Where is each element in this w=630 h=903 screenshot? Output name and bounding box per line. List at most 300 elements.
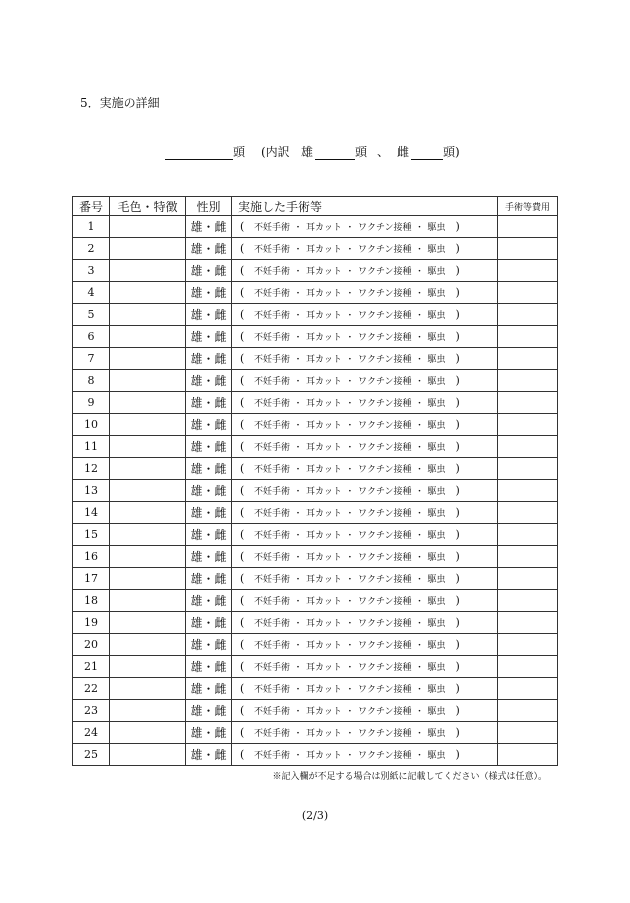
procedure-option[interactable]: 耳カット bbox=[306, 223, 342, 233]
total-count-blank[interactable] bbox=[165, 159, 233, 160]
procedure-open-paren: ( bbox=[240, 264, 245, 277]
procedure-option[interactable]: 耳カット bbox=[306, 355, 342, 365]
procedure-option[interactable]: 耳カット bbox=[306, 509, 342, 519]
procedure-option[interactable]: 駆虫 bbox=[427, 465, 446, 475]
sex-cell[interactable]: 雄・雌 bbox=[186, 326, 232, 348]
row-number: 25 bbox=[73, 744, 110, 766]
procedure-separator: ・ bbox=[293, 377, 303, 387]
sex-cell[interactable]: 雄・雌 bbox=[186, 458, 232, 480]
procedure-separator: ・ bbox=[345, 641, 355, 651]
procedure-option[interactable]: 不妊手術 bbox=[254, 443, 291, 453]
cost-cell[interactable] bbox=[498, 678, 558, 700]
procedure-separator: ・ bbox=[293, 355, 303, 365]
row-number: 1 bbox=[73, 216, 110, 238]
color-feature-cell[interactable] bbox=[110, 656, 186, 678]
procedure-option[interactable]: 耳カット bbox=[306, 531, 342, 541]
color-feature-cell[interactable] bbox=[110, 216, 186, 238]
procedure-option[interactable]: 耳カット bbox=[306, 685, 342, 695]
procedure-cell[interactable] bbox=[232, 612, 498, 634]
procedure-option[interactable]: ワクチン接種 bbox=[357, 531, 412, 541]
cost-cell[interactable] bbox=[498, 480, 558, 502]
procedure-separator: ・ bbox=[345, 575, 355, 585]
procedure-cell[interactable] bbox=[232, 524, 498, 546]
procedure-option[interactable]: 駆虫 bbox=[427, 641, 446, 651]
procedure-option[interactable]: ワクチン接種 bbox=[357, 575, 412, 585]
procedure-cell[interactable] bbox=[232, 568, 498, 590]
color-feature-cell[interactable] bbox=[110, 722, 186, 744]
procedure-separator: ・ bbox=[414, 641, 424, 651]
female-count-blank[interactable] bbox=[411, 159, 443, 160]
procedure-option[interactable]: 駆虫 bbox=[427, 751, 446, 761]
procedure-cell[interactable] bbox=[232, 282, 498, 304]
table-row bbox=[73, 502, 558, 524]
procedure-separator: ・ bbox=[414, 421, 424, 431]
procedure-option[interactable]: ワクチン接種 bbox=[357, 487, 412, 497]
procedure-open-paren: ( bbox=[240, 682, 245, 695]
row-number: 17 bbox=[73, 568, 110, 590]
row-number: 9 bbox=[73, 392, 110, 414]
procedure-separator: ・ bbox=[293, 751, 303, 761]
procedure-close-paren: ) bbox=[455, 374, 460, 387]
procedure-option[interactable]: ワクチン接種 bbox=[357, 641, 412, 651]
breakdown-open-label: (内訳 bbox=[261, 145, 290, 159]
procedure-option[interactable]: ワクチン接種 bbox=[357, 619, 412, 629]
procedure-option[interactable]: 不妊手術 bbox=[254, 399, 291, 409]
procedure-option[interactable]: 耳カット bbox=[306, 619, 342, 629]
row-number: 23 bbox=[73, 700, 110, 722]
cost-cell[interactable] bbox=[498, 414, 558, 436]
procedure-option[interactable]: 耳カット bbox=[306, 311, 342, 321]
procedure-separator: ・ bbox=[345, 311, 355, 321]
procedure-cell[interactable] bbox=[232, 656, 498, 678]
cost-cell[interactable] bbox=[498, 238, 558, 260]
procedure-separator: ・ bbox=[293, 267, 303, 277]
section-title: 5．実施の詳細 bbox=[80, 96, 160, 110]
procedure-option[interactable]: 耳カット bbox=[306, 465, 342, 475]
color-feature-cell[interactable] bbox=[110, 392, 186, 414]
procedure-option[interactable]: 不妊手術 bbox=[254, 751, 291, 761]
procedure-cell[interactable] bbox=[232, 370, 498, 392]
procedure-option[interactable]: 耳カット bbox=[306, 289, 342, 299]
procedure-open-paren: ( bbox=[240, 550, 245, 563]
procedure-separator: ・ bbox=[414, 619, 424, 629]
procedure-option[interactable]: 耳カット bbox=[306, 707, 342, 717]
procedure-option[interactable]: 耳カット bbox=[306, 597, 342, 607]
procedure-option[interactable]: 駆虫 bbox=[427, 707, 446, 717]
procedure-cell[interactable] bbox=[232, 700, 498, 722]
procedure-cell[interactable] bbox=[232, 634, 498, 656]
procedure-option[interactable]: 不妊手術 bbox=[254, 267, 291, 277]
color-feature-cell[interactable] bbox=[110, 480, 186, 502]
procedure-option[interactable]: ワクチン接種 bbox=[357, 421, 412, 431]
procedure-separator: ・ bbox=[345, 289, 355, 299]
sex-cell[interactable]: 雄・雌 bbox=[186, 656, 232, 678]
procedure-separator: ・ bbox=[293, 443, 303, 453]
procedure-option[interactable]: 駆虫 bbox=[427, 267, 446, 277]
row-number: 7 bbox=[73, 348, 110, 370]
procedure-option[interactable]: 駆虫 bbox=[427, 575, 446, 585]
procedure-separator: ・ bbox=[293, 487, 303, 497]
procedure-option[interactable]: 耳カット bbox=[306, 443, 342, 453]
procedure-close-paren: ) bbox=[455, 748, 460, 761]
procedure-close-paren: ) bbox=[455, 682, 460, 695]
procedure-option[interactable]: 耳カット bbox=[306, 267, 342, 277]
sex-cell[interactable]: 雄・雌 bbox=[186, 216, 232, 238]
sex-cell[interactable]: 雄・雌 bbox=[186, 568, 232, 590]
procedure-option[interactable]: 耳カット bbox=[306, 487, 342, 497]
procedure-open-paren: ( bbox=[240, 352, 245, 365]
procedure-option[interactable]: ワクチン接種 bbox=[357, 597, 412, 607]
procedure-option[interactable]: 駆虫 bbox=[427, 333, 446, 343]
row-number: 18 bbox=[73, 590, 110, 612]
color-feature-cell[interactable] bbox=[110, 370, 186, 392]
procedure-option[interactable]: 駆虫 bbox=[427, 223, 446, 233]
cost-cell[interactable] bbox=[498, 546, 558, 568]
procedure-option[interactable]: 耳カット bbox=[306, 729, 342, 739]
procedure-option[interactable]: ワクチン接種 bbox=[357, 399, 412, 409]
table-row bbox=[73, 700, 558, 722]
procedure-cell[interactable] bbox=[232, 480, 498, 502]
procedure-open-paren: ( bbox=[240, 242, 245, 255]
row-number: 8 bbox=[73, 370, 110, 392]
sex-cell[interactable]: 雄・雌 bbox=[186, 502, 232, 524]
procedure-separator: ・ bbox=[345, 663, 355, 673]
procedure-option[interactable]: ワクチン接種 bbox=[357, 245, 412, 255]
procedure-option[interactable]: 不妊手術 bbox=[254, 487, 291, 497]
sex-cell[interactable]: 雄・雌 bbox=[186, 480, 232, 502]
color-feature-cell[interactable] bbox=[110, 348, 186, 370]
procedure-separator: ・ bbox=[414, 377, 424, 387]
sex-cell[interactable]: 雄・雌 bbox=[186, 436, 232, 458]
procedure-option[interactable]: 耳カット bbox=[306, 333, 342, 343]
procedure-option[interactable]: ワクチン接種 bbox=[357, 751, 412, 761]
procedure-separator: ・ bbox=[414, 597, 424, 607]
procedure-option[interactable]: ワクチン接種 bbox=[357, 685, 412, 695]
cost-cell[interactable] bbox=[498, 590, 558, 612]
procedure-close-paren: ) bbox=[455, 330, 460, 343]
procedure-separator: ・ bbox=[345, 619, 355, 629]
procedure-separator: ・ bbox=[345, 597, 355, 607]
sex-cell[interactable]: 雄・雌 bbox=[186, 590, 232, 612]
color-feature-cell[interactable] bbox=[110, 458, 186, 480]
procedure-option[interactable]: 耳カット bbox=[306, 377, 342, 387]
procedure-cell[interactable] bbox=[232, 678, 498, 700]
cost-cell[interactable] bbox=[498, 524, 558, 546]
color-feature-cell[interactable] bbox=[110, 612, 186, 634]
procedure-option[interactable]: 不妊手術 bbox=[254, 311, 291, 321]
procedure-separator: ・ bbox=[414, 509, 424, 519]
procedure-separator: ・ bbox=[345, 465, 355, 475]
table-row bbox=[73, 282, 558, 304]
procedure-separator: ・ bbox=[345, 443, 355, 453]
procedure-separator: ・ bbox=[293, 421, 303, 431]
cost-cell[interactable] bbox=[498, 568, 558, 590]
color-feature-cell[interactable] bbox=[110, 326, 186, 348]
procedure-option[interactable]: ワクチン接種 bbox=[357, 443, 412, 453]
procedure-cell[interactable] bbox=[232, 238, 498, 260]
procedure-option[interactable]: 不妊手術 bbox=[254, 377, 291, 387]
cost-cell[interactable] bbox=[498, 634, 558, 656]
procedure-cell[interactable] bbox=[232, 744, 498, 766]
header-color: 毛色・特徴 bbox=[110, 197, 186, 216]
procedure-option[interactable]: 不妊手術 bbox=[254, 421, 291, 431]
procedure-close-paren: ) bbox=[455, 462, 460, 475]
color-feature-cell[interactable] bbox=[110, 414, 186, 436]
sex-cell[interactable]: 雄・雌 bbox=[186, 612, 232, 634]
procedure-separator: ・ bbox=[293, 509, 303, 519]
table-row bbox=[73, 436, 558, 458]
procedure-option[interactable]: 不妊手術 bbox=[254, 509, 291, 519]
header-cost: 手術等費用 bbox=[498, 197, 558, 216]
color-feature-cell[interactable] bbox=[110, 744, 186, 766]
cost-cell[interactable] bbox=[498, 392, 558, 414]
row-number: 4 bbox=[73, 282, 110, 304]
procedure-option[interactable]: ワクチン接種 bbox=[357, 553, 412, 563]
table-row bbox=[73, 326, 558, 348]
sex-cell[interactable]: 雄・雌 bbox=[186, 546, 232, 568]
procedure-option[interactable]: 駆虫 bbox=[427, 377, 446, 387]
procedure-option[interactable]: 不妊手術 bbox=[254, 465, 291, 475]
sex-cell[interactable]: 雄・雌 bbox=[186, 744, 232, 766]
procedure-option[interactable]: ワクチン接種 bbox=[357, 729, 412, 739]
cost-cell[interactable] bbox=[498, 700, 558, 722]
cost-cell[interactable] bbox=[498, 656, 558, 678]
procedure-option[interactable]: ワクチン接種 bbox=[357, 509, 412, 519]
table-row bbox=[73, 722, 558, 744]
procedure-cell[interactable] bbox=[232, 590, 498, 612]
color-feature-cell[interactable] bbox=[110, 568, 186, 590]
procedure-separator: ・ bbox=[345, 553, 355, 563]
procedure-separator: ・ bbox=[293, 223, 303, 233]
procedure-option[interactable]: 駆虫 bbox=[427, 311, 446, 321]
cost-cell[interactable] bbox=[498, 458, 558, 480]
procedure-option[interactable]: 駆虫 bbox=[427, 619, 446, 629]
procedure-option[interactable]: 駆虫 bbox=[427, 729, 446, 739]
procedure-separator: ・ bbox=[345, 729, 355, 739]
color-feature-cell[interactable] bbox=[110, 260, 186, 282]
procedure-open-paren: ( bbox=[240, 572, 245, 585]
procedure-option[interactable]: 駆虫 bbox=[427, 245, 446, 255]
procedure-option[interactable]: 駆虫 bbox=[427, 289, 446, 299]
procedure-cell[interactable] bbox=[232, 260, 498, 282]
cost-cell[interactable] bbox=[498, 502, 558, 524]
procedure-cell[interactable] bbox=[232, 414, 498, 436]
procedure-cell[interactable] bbox=[232, 546, 498, 568]
procedure-option[interactable]: ワクチン接種 bbox=[357, 289, 412, 299]
procedure-option[interactable]: ワクチン接種 bbox=[357, 465, 412, 475]
procedure-option[interactable]: 駆虫 bbox=[427, 663, 446, 673]
procedure-option[interactable]: 耳カット bbox=[306, 553, 342, 563]
procedure-option[interactable]: 駆虫 bbox=[427, 597, 446, 607]
procedure-option[interactable]: 不妊手術 bbox=[254, 663, 291, 673]
procedure-option[interactable]: 不妊手術 bbox=[254, 289, 291, 299]
sex-cell[interactable]: 雄・雌 bbox=[186, 260, 232, 282]
cost-cell[interactable] bbox=[498, 326, 558, 348]
header-row bbox=[73, 197, 558, 216]
cost-cell[interactable] bbox=[498, 216, 558, 238]
sex-cell[interactable]: 雄・雌 bbox=[186, 678, 232, 700]
procedure-option[interactable]: ワクチン接種 bbox=[357, 377, 412, 387]
procedure-option[interactable]: 駆虫 bbox=[427, 399, 446, 409]
row-number: 6 bbox=[73, 326, 110, 348]
row-number: 24 bbox=[73, 722, 110, 744]
procedure-option[interactable]: ワクチン接種 bbox=[357, 707, 412, 717]
procedure-option[interactable]: ワクチン接種 bbox=[357, 333, 412, 343]
procedure-cell[interactable] bbox=[232, 502, 498, 524]
procedure-option[interactable]: 駆虫 bbox=[427, 443, 446, 453]
procedure-option[interactable]: 耳カット bbox=[306, 641, 342, 651]
procedure-open-paren: ( bbox=[240, 440, 245, 453]
procedure-separator: ・ bbox=[345, 223, 355, 233]
color-feature-cell[interactable] bbox=[110, 678, 186, 700]
procedure-option[interactable]: 不妊手術 bbox=[254, 553, 291, 563]
cost-cell[interactable] bbox=[498, 260, 558, 282]
sex-cell[interactable]: 雄・雌 bbox=[186, 392, 232, 414]
cost-cell[interactable] bbox=[498, 722, 558, 744]
procedure-separator: ・ bbox=[345, 487, 355, 497]
cost-cell[interactable] bbox=[498, 304, 558, 326]
procedure-close-paren: ) bbox=[455, 352, 460, 365]
color-feature-cell[interactable] bbox=[110, 700, 186, 722]
color-feature-cell[interactable] bbox=[110, 282, 186, 304]
procedure-option[interactable]: 不妊手術 bbox=[254, 531, 291, 541]
procedure-option[interactable]: 耳カット bbox=[306, 575, 342, 585]
sex-cell[interactable]: 雄・雌 bbox=[186, 348, 232, 370]
color-feature-cell[interactable] bbox=[110, 634, 186, 656]
procedure-option[interactable]: 耳カット bbox=[306, 663, 342, 673]
cost-cell[interactable] bbox=[498, 370, 558, 392]
color-feature-cell[interactable] bbox=[110, 546, 186, 568]
color-feature-cell[interactable] bbox=[110, 238, 186, 260]
procedure-option[interactable]: 不妊手術 bbox=[254, 223, 291, 233]
sex-cell[interactable]: 雄・雌 bbox=[186, 524, 232, 546]
procedure-separator: ・ bbox=[293, 707, 303, 717]
procedure-option[interactable]: 耳カット bbox=[306, 421, 342, 431]
sex-cell[interactable]: 雄・雌 bbox=[186, 634, 232, 656]
procedure-separator: ・ bbox=[345, 751, 355, 761]
table-row bbox=[73, 458, 558, 480]
procedure-open-paren: ( bbox=[240, 330, 245, 343]
procedure-separator: ・ bbox=[345, 267, 355, 277]
procedure-option[interactable]: 駆虫 bbox=[427, 531, 446, 541]
procedure-option[interactable]: 駆虫 bbox=[427, 487, 446, 497]
procedure-cell[interactable] bbox=[232, 436, 498, 458]
procedure-cell[interactable] bbox=[232, 216, 498, 238]
procedure-option[interactable]: ワクチン接種 bbox=[357, 663, 412, 673]
table-row bbox=[73, 414, 558, 436]
procedure-option[interactable]: 不妊手術 bbox=[254, 575, 291, 585]
sex-cell[interactable]: 雄・雌 bbox=[186, 370, 232, 392]
procedure-option[interactable]: ワクチン接種 bbox=[357, 267, 412, 277]
sex-cell[interactable]: 雄・雌 bbox=[186, 722, 232, 744]
procedure-option[interactable]: 駆虫 bbox=[427, 685, 446, 695]
row-number: 5 bbox=[73, 304, 110, 326]
cost-cell[interactable] bbox=[498, 744, 558, 766]
procedure-option[interactable]: 不妊手術 bbox=[254, 355, 291, 365]
procedure-cell[interactable] bbox=[232, 722, 498, 744]
procedure-option[interactable]: 駆虫 bbox=[427, 553, 446, 563]
procedure-separator: ・ bbox=[414, 663, 424, 673]
cost-cell[interactable] bbox=[498, 348, 558, 370]
female-label: 雌 bbox=[397, 145, 410, 159]
procedure-option[interactable]: 駆虫 bbox=[427, 355, 446, 365]
color-feature-cell[interactable] bbox=[110, 502, 186, 524]
procedure-separator: ・ bbox=[293, 729, 303, 739]
procedure-option[interactable]: 耳カット bbox=[306, 751, 342, 761]
page-number: (2/3) bbox=[301, 809, 329, 822]
procedure-option[interactable]: ワクチン接種 bbox=[357, 311, 412, 321]
procedure-option[interactable]: 駆虫 bbox=[427, 421, 446, 431]
procedure-option[interactable]: 耳カット bbox=[306, 399, 342, 409]
table-row bbox=[73, 348, 558, 370]
procedure-option[interactable]: 不妊手術 bbox=[254, 597, 291, 607]
cost-cell[interactable] bbox=[498, 612, 558, 634]
procedure-close-paren: ) bbox=[455, 220, 460, 233]
procedure-cell[interactable] bbox=[232, 304, 498, 326]
table-row bbox=[73, 524, 558, 546]
table-row bbox=[73, 238, 558, 260]
table-row bbox=[73, 370, 558, 392]
sex-cell[interactable]: 雄・雌 bbox=[186, 700, 232, 722]
procedure-cell[interactable] bbox=[232, 348, 498, 370]
procedure-open-paren: ( bbox=[240, 506, 245, 519]
procedure-option[interactable]: 不妊手術 bbox=[254, 333, 291, 343]
table-row bbox=[73, 656, 558, 678]
procedure-option[interactable]: 不妊手術 bbox=[254, 641, 291, 651]
procedure-option[interactable]: 駆虫 bbox=[427, 509, 446, 519]
procedure-option[interactable]: 不妊手術 bbox=[254, 619, 291, 629]
procedure-close-paren: ) bbox=[455, 440, 460, 453]
cost-cell[interactable] bbox=[498, 436, 558, 458]
row-number: 21 bbox=[73, 656, 110, 678]
cost-cell[interactable] bbox=[498, 282, 558, 304]
procedure-open-paren: ( bbox=[240, 726, 245, 739]
procedure-separator: ・ bbox=[414, 289, 424, 299]
procedure-open-paren: ( bbox=[240, 462, 245, 475]
procedure-open-paren: ( bbox=[240, 660, 245, 673]
procedure-cell[interactable] bbox=[232, 392, 498, 414]
procedure-separator: ・ bbox=[345, 707, 355, 717]
color-feature-cell[interactable] bbox=[110, 436, 186, 458]
procedure-option[interactable]: 耳カット bbox=[306, 245, 342, 255]
sex-cell[interactable]: 雄・雌 bbox=[186, 282, 232, 304]
row-number: 15 bbox=[73, 524, 110, 546]
sex-cell[interactable]: 雄・雌 bbox=[186, 238, 232, 260]
color-feature-cell[interactable] bbox=[110, 304, 186, 326]
procedure-option[interactable]: ワクチン接種 bbox=[357, 223, 412, 233]
procedure-option[interactable]: 不妊手術 bbox=[254, 245, 291, 255]
procedure-separator: ・ bbox=[293, 531, 303, 541]
procedure-option[interactable]: 不妊手術 bbox=[254, 707, 291, 717]
procedure-option[interactable]: 不妊手術 bbox=[254, 729, 291, 739]
procedure-close-paren: ) bbox=[455, 572, 460, 585]
procedure-separator: ・ bbox=[345, 333, 355, 343]
procedure-separator: ・ bbox=[414, 355, 424, 365]
procedure-close-paren: ) bbox=[455, 660, 460, 673]
procedure-close-paren: ) bbox=[455, 726, 460, 739]
color-feature-cell[interactable] bbox=[110, 590, 186, 612]
procedure-option[interactable]: ワクチン接種 bbox=[357, 355, 412, 365]
procedure-option[interactable]: 不妊手術 bbox=[254, 685, 291, 695]
procedure-separator: ・ bbox=[414, 553, 424, 563]
procedure-cell[interactable] bbox=[232, 326, 498, 348]
sex-cell[interactable]: 雄・雌 bbox=[186, 414, 232, 436]
procedure-cell[interactable] bbox=[232, 458, 498, 480]
sex-cell[interactable]: 雄・雌 bbox=[186, 304, 232, 326]
procedure-separator: ・ bbox=[414, 707, 424, 717]
male-count-blank[interactable] bbox=[315, 159, 355, 160]
color-feature-cell[interactable] bbox=[110, 524, 186, 546]
